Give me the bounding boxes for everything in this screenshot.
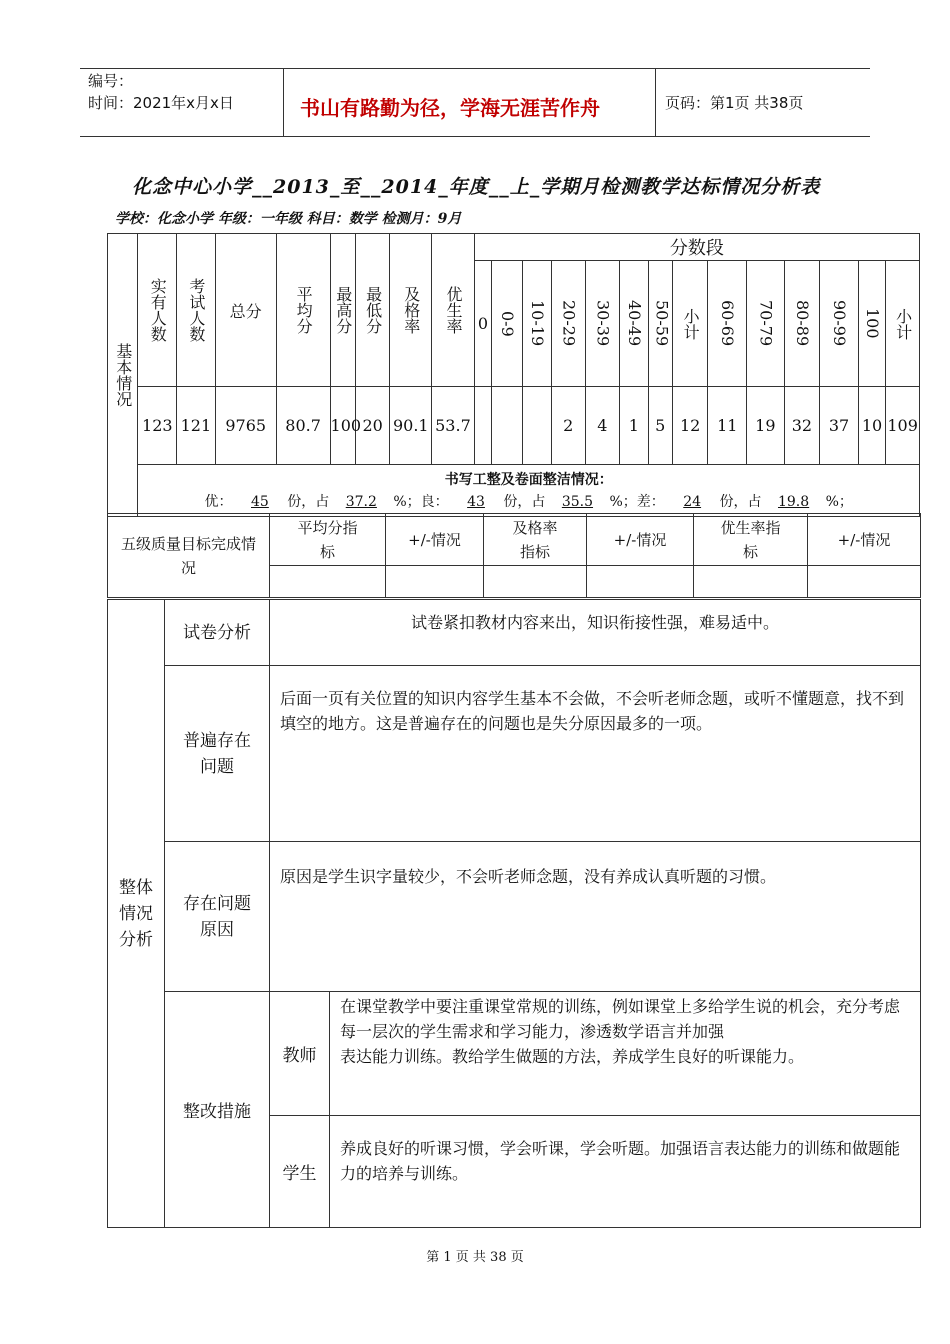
value-actual: 123 (138, 387, 177, 465)
band-50-59: 50-59 (648, 261, 672, 387)
subtotal-high: 小计 (886, 261, 920, 387)
excellent-target-value (694, 566, 808, 598)
value-excellent-rate: 53.7 (432, 387, 475, 465)
band-30-39: 30-39 (585, 261, 620, 387)
analysis-section-label: 整体情况分析 (108, 600, 165, 1228)
value-band-50-59: 5 (648, 387, 672, 465)
student-label: 学生 (270, 1116, 330, 1228)
band-70-79: 70-79 (747, 261, 785, 387)
band-90-99: 90-99 (820, 261, 859, 387)
value-subtotal-high: 109 (886, 387, 920, 465)
avg-target: 平均分指标 (270, 514, 386, 566)
value-band-60-69: 11 (708, 387, 747, 465)
common-text: 后面一页有关位置的知识内容学生基本不会做，不会听老师念题，或听不懂题意，找不到填空的地方。这是普遍存在的问题也是失分原因最多的一项。 (270, 666, 921, 842)
band-60-69: 60-69 (708, 261, 747, 387)
page-subtitle: 学校：化念小学 年级：一年级 科目：数学 检测月：9月 (115, 211, 462, 227)
header-divider-left (283, 68, 284, 136)
number-label: 编号： (88, 72, 134, 90)
band-20-29: 20-29 (551, 261, 585, 387)
value-band-70-79: 19 (747, 387, 785, 465)
excellent-target: 优生率指标 (694, 514, 808, 566)
paper-label: 试卷分析 (165, 600, 270, 666)
page-title: 化念中心小学__2013_至__2014_年度__上_学期月检测教学达标情况分析表 (132, 176, 821, 198)
value-band-40-49: 1 (620, 387, 648, 465)
value-pass-rate: 90.1 (390, 387, 432, 465)
header-divider-right (655, 68, 656, 136)
teacher-label: 教师 (270, 992, 330, 1116)
excellent-count: 45 (251, 493, 269, 510)
header-lowest: 最低分 (355, 234, 390, 387)
student-text: 养成良好的听课习惯，学会听课，学会听题。加强语言表达能力的训练和做题能力的培养与训练。 (330, 1116, 921, 1228)
score-band-header: 分数段 (474, 234, 919, 261)
value-lowest: 20 (355, 387, 390, 465)
date-label: 时间：2021年x月x日 (88, 94, 234, 112)
header-meta (88, 70, 234, 114)
value-total: 9765 (215, 387, 276, 465)
teacher-text: 在课堂教学中要注重课堂常规的训练，例如课堂上多给学生说的机会，充分考虑每一层次的学生需求和学习能力，渗透数学语言并加强 表达能力训练。教给学生做题的方法，养成学生良好的听课能力。 (330, 992, 921, 1116)
poor-pct: 19.8 (777, 493, 810, 510)
header-actual: 实有人数 (138, 234, 177, 387)
basic-section-label: 基本情况 (108, 234, 138, 517)
pass-target: 及格率指标 (484, 514, 587, 566)
analysis-table (107, 599, 921, 1228)
good-count: 43 (467, 493, 485, 510)
value-band-30-39: 4 (585, 387, 620, 465)
value-band-100: 10 (858, 387, 885, 465)
excellent-plus-minus: +/-情况 (808, 514, 921, 566)
value-band-80-89: 32 (784, 387, 820, 465)
value-subtotal-low: 12 (672, 387, 708, 465)
value-band-90-99: 37 (820, 387, 859, 465)
writing-title: 书写工整及卷面整洁情况： (444, 471, 613, 488)
band-0: 0 (474, 261, 491, 387)
writing-summary: 优： 45 份，占 37.2 %；良： 43 份，占 35.5 %；差： 24 份，占 19.8 %； (204, 493, 853, 510)
page-footer: 第 1 页 共 38 页 (426, 1250, 524, 1265)
header-pass-rate: 及格率 (390, 234, 432, 387)
quality-label: 五级质量目标完成情况 (108, 514, 270, 598)
pass-plus-minus-value (587, 566, 694, 598)
pass-plus-minus: +/-情况 (587, 514, 694, 566)
common-label: 普遍存在问题 (165, 666, 270, 842)
value-highest: 100 (330, 387, 355, 465)
band-100: 100 (858, 261, 885, 387)
excellent-pct: 37.2 (345, 493, 377, 510)
value-tested: 121 (177, 387, 216, 465)
cause-text: 原因是学生识字量较少，不会听老师念题，没有养成认真听题的习惯。 (270, 842, 921, 992)
measures-label: 整改措施 (165, 992, 270, 1228)
band-0-9: 0-9 (492, 261, 522, 387)
header-excellent-rate: 优生率 (432, 234, 475, 387)
header-bottom-rule (80, 136, 870, 137)
avg-target-value (270, 566, 386, 598)
avg-plus-minus-value (386, 566, 484, 598)
subtotal-low: 小计 (672, 261, 708, 387)
header-average: 平均分 (276, 234, 330, 387)
writing-cell (138, 465, 920, 517)
value-band-0 (474, 387, 491, 465)
cause-label: 存在问题原因 (165, 842, 270, 992)
paper-text: 试卷紧扣教材内容来出，知识衔接性强，难易适中。 (270, 600, 921, 666)
value-band-10-19 (522, 387, 551, 465)
poor-count: 24 (683, 493, 702, 510)
value-band-0-9 (492, 387, 522, 465)
pass-target-value (484, 566, 587, 598)
good-pct: 35.5 (561, 493, 594, 510)
value-average: 80.7 (276, 387, 330, 465)
value-band-20-29: 2 (551, 387, 585, 465)
excellent-plus-minus-value (808, 566, 921, 598)
page-info: 页码：第1页 共38页 (665, 94, 804, 112)
motto: 书山有路勤为径，学海无涯苦作舟 (300, 96, 600, 120)
quality-table (107, 513, 921, 598)
basic-table (107, 233, 920, 517)
header-tested: 考试人数 (177, 234, 216, 387)
avg-plus-minus: +/-情况 (386, 514, 484, 566)
band-80-89: 80-89 (784, 261, 820, 387)
band-10-19: 10-19 (522, 261, 551, 387)
band-40-49: 40-49 (620, 261, 648, 387)
header-top-rule (80, 68, 870, 69)
header-highest: 最高分 (330, 234, 355, 387)
header-total: 总分 (215, 234, 276, 387)
